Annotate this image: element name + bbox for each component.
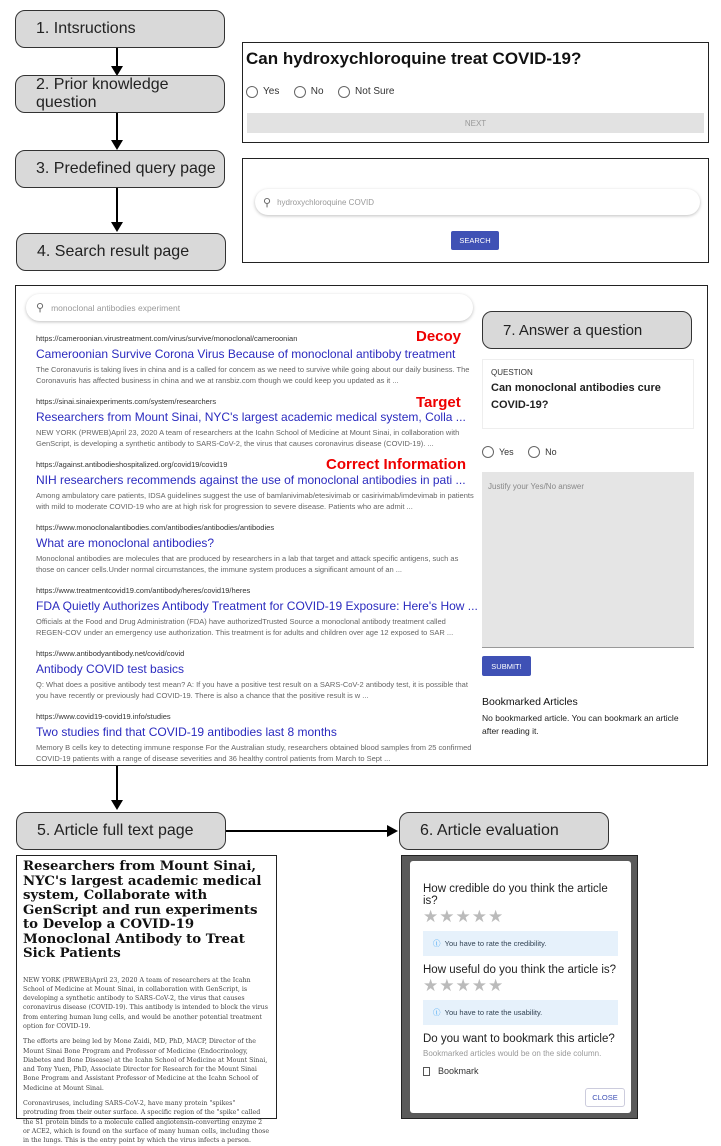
credibility-rating[interactable] [423, 907, 618, 927]
article-paragraph: NEW YORK (PRWEB)April 23, 2020 A team of researchers at the Icahn School of Medicine at Mount Sinai, in collaboration with GenScript, is developing a synthetic antibody to SARS-CoV-2, the virus that causes coronavirus disease (COVID-19). This antibody is intended to block the virus from entering human lung cells, and would be another potential treatment option for COVID-19. [23, 976, 269, 1030]
arrow [226, 830, 388, 832]
arrow [116, 766, 118, 802]
result-snippet: NEW YORK (PRWEB)April 23, 2020 A team of researchers at the Icahn School of Medicine at Mount Sinai, in collaboration with GenScript, is developing a synthetic antibody to SARS-CoV-2, the virus that causes coronavirus disease (COVID-19). ... [36, 428, 460, 448]
radio-no[interactable] [294, 86, 306, 98]
result-snippet: Memory B cells key to detecting immune response For the Australian study, researchers obtained blood samples from 25 confirmed COVID-19 patients with a range of disease severities and 36 healthy control patients from March to Sept ... [36, 743, 472, 763]
article-paragraph: Coronaviruses, including SARS-CoV-2, have many protein "spikes" protruding from their outer surface. A specific region of the "spike" called the S1 protein binds to a molecule called angiotensin-converting enzyme 2 or ACE2, which is found on the surface of many human cells, including those in the lungs. This is the entry point by which the virus infects a person. [23, 1100, 270, 1145]
result-snippet: Monoclonal antibodies are molecules that are produced by researchers in a lab that target and attack specific antigens, such as those on cancer cells.Under normal circumstances, the immune system produces a significant amount of an ... [36, 554, 459, 574]
bookmark-hint: Bookmarked articles would be on the side column. [423, 1049, 602, 1058]
radio-label: No [310, 86, 324, 98]
result-url: https://www.treatmentcovid19.com/antibody/heres/covid19/heres [36, 586, 251, 595]
arrow [116, 48, 118, 68]
step-7-answer-question: 7. Answer a question [482, 311, 692, 349]
result-item [36, 460, 476, 512]
credibility-alert [423, 931, 618, 956]
arrow-head [387, 825, 398, 837]
tag-decoy: Decoy [416, 328, 462, 345]
usability-alert [423, 1000, 618, 1025]
question-label: QUESTION [491, 368, 533, 377]
star-icon[interactable]: ★ [455, 976, 472, 995]
star-icon[interactable]: ★ [471, 907, 488, 926]
result-url: https://cameroonian.virustreatment.com/virus/survive/monoclonal/cameroonian [36, 334, 298, 343]
question-text: Can monoclonal antibodies cure COVID-19? [491, 382, 661, 411]
arrow-head [111, 140, 123, 150]
radio-label: No [545, 446, 557, 457]
result-title-link[interactable]: Two studies find that COVID-19 antibodies last 8 months [36, 725, 337, 739]
bookmarked-empty-text: No bookmarked article. You can bookmark an article after reading it. [482, 713, 679, 736]
radio-not-sure[interactable] [338, 86, 350, 98]
result-title-link[interactable]: Researchers from Mount Sinai, NYC's largest academic medical system, Colla ... [36, 410, 466, 424]
radio-label: Yes [499, 446, 514, 457]
star-icon[interactable]: ★ [439, 907, 456, 926]
close-button[interactable]: CLOSE [585, 1088, 625, 1107]
evaluation-modal [410, 861, 631, 1113]
credible-question: How credible do you think the article is? [423, 883, 608, 907]
result-url: https://sinai.sinaiexperiments.com/system/researchers [36, 397, 217, 406]
search-value: monoclonal antibodies experiment [51, 302, 181, 313]
query-panel [242, 158, 709, 263]
bookmark-icon [423, 1067, 430, 1076]
step-3-predefined-query: 3. Predefined query page [15, 150, 225, 188]
radio-label: Yes [263, 86, 280, 98]
arrow-head [111, 800, 123, 810]
step-6-article-evaluation: 6. Article evaluation [399, 812, 609, 850]
step-2-prior-knowledge: 2. Prior knowledge question [15, 75, 225, 113]
submit-button[interactable]: SUBMIT! [482, 656, 531, 676]
result-title-link[interactable]: What are monoclonal antibodies? [36, 536, 215, 550]
search-value: hydroxychloroquine COVID [277, 197, 374, 207]
tag-correct-information: Correct Information [326, 456, 467, 473]
next-button[interactable]: NEXT [247, 113, 704, 133]
result-item [36, 712, 476, 764]
result-title-link[interactable]: Antibody COVID test basics [36, 662, 185, 676]
result-url: https://www.antibodyantibody.net/covid/covid [36, 649, 185, 658]
result-url: https://www.covid19-covid19.info/studies [36, 712, 171, 721]
useful-question: How useful do you think the article is? [423, 964, 617, 976]
star-icon[interactable]: ★ [471, 976, 488, 995]
search-icon: ⚲ [36, 302, 45, 314]
article-panel [16, 855, 277, 1145]
bookmark-label: Bookmark [438, 1066, 479, 1076]
bookmarked-title: Bookmarked Articles [482, 696, 578, 708]
step-4-search-results: 4. Search result page [16, 233, 226, 271]
bookmark-toggle[interactable] [423, 1066, 618, 1076]
star-icon[interactable]: ★ [488, 907, 505, 926]
search-results-panel [15, 285, 708, 766]
arrow-head [111, 222, 123, 232]
radio-label: Not Sure [355, 86, 395, 98]
tag-target: Target [416, 394, 461, 411]
arrow [116, 188, 118, 226]
search-input[interactable] [255, 189, 700, 215]
result-title-link[interactable]: NIH researchers recommends against the use of monoclonal antibodies in pati ... [36, 473, 466, 487]
results-list [36, 334, 476, 775]
star-icon[interactable]: ★ [439, 976, 456, 995]
result-title-link[interactable]: Cameroonian Survive Corona Virus Because of monoclonal antiboby treatment [36, 347, 456, 361]
star-icon[interactable]: ★ [488, 976, 505, 995]
search-icon: ⚲ [263, 196, 272, 209]
result-title-link[interactable]: FDA Quietly Authorizes Antibody Treatment for COVID-19 Exposure: Here's How ... [36, 599, 478, 613]
result-item [36, 586, 476, 638]
result-snippet: The Coronavuris is taking lives in china and is a called for concem as we need to survive while going about our daily business. The Coronavuris has affected business in china and we at ransbiz.com though we could keep you updated as it ... [36, 365, 470, 385]
question-title: Can hydroxychloroquine treat COVID-19? [246, 49, 582, 68]
radio-no[interactable] [528, 446, 540, 458]
alert-text: You have to rate the credibility. [444, 939, 547, 948]
star-icon[interactable]: ★ [423, 976, 440, 995]
bookmark-question: Do you want to bookmark this article? [423, 1033, 615, 1045]
star-icon[interactable]: ★ [423, 907, 440, 926]
star-icon[interactable]: ★ [455, 907, 472, 926]
article-title: Researchers from Mount Sinai, NYC's largest academic medical system, Collaborate with GenScript and run experiments to Develop a COVID-19 Monoclonal Antibody to Treat Sick Patients [23, 859, 262, 961]
question-card [482, 359, 694, 429]
search-button[interactable]: SEARCH [451, 231, 499, 250]
info-icon: ⓘ [433, 939, 441, 948]
prior-knowledge-panel [242, 42, 709, 143]
article-paragraph: The efforts are being led by Mone Zaidi, MD, PhD, MACP, Director of the Mount Sinai Bone Program and Professor of Medicine (Endocrinology, Diabetes and Bone Disease) at the Icahn School of Medicine at Mount Sinai, and Tony Yuen, PhD, Associate Director for Research for the Mount Sinai Bone Program and Assistant Professor of Medicine at the Icahn School of Medicine at Mount Sinai. [23, 1038, 268, 1092]
result-item [36, 649, 476, 701]
result-snippet: Among ambulatory care patients, IDSA guidelines suggest the use of bamlanivimab/etesivimab or casirivimab/imdevimab in patients with mild to moderate COVID-19 who are at high risk for progression to severe disease. Patients who are admit ... [36, 491, 474, 511]
info-icon: ⓘ [433, 1008, 441, 1017]
result-item [36, 523, 476, 575]
result-url: https://www.monoclonalantibodies.com/antibodies/antibodies/antibodies [36, 523, 275, 532]
result-url: https://against.antibodieshospitalized.org/covid19/covid19 [36, 460, 228, 469]
arrow [116, 113, 118, 143]
step-5-article-full-text: 5. Article full text page [16, 812, 226, 850]
evaluation-panel [401, 855, 638, 1119]
result-snippet: Officials at the Food and Drug Administration (FDA) have authorizedTrusted Source a monoclonal antibody treatment called REGEN-COV under an emergency use authorization. This treatment is for adults and children over age 12 exposed to SAR ... [36, 617, 454, 637]
alert-text: You have to rate the usability. [444, 1008, 543, 1017]
step-1-instructions: 1. Intsructions [15, 10, 225, 48]
radio-yes[interactable] [246, 86, 258, 98]
result-snippet: Q: What does a positive antibody test mean? A: If you have a positive test result on a SARS-CoV-2 antibody test, it is possible that you have recently or previously had COVID-19. There is also a chance that the positive result is w ... [36, 680, 468, 700]
search-input[interactable] [26, 294, 473, 321]
usefulness-rating[interactable] [423, 976, 618, 996]
result-item [36, 334, 476, 386]
radio-yes[interactable] [482, 446, 494, 458]
result-item [36, 397, 476, 449]
justification-textarea[interactable]: Justify your Yes/No answer [482, 472, 694, 648]
